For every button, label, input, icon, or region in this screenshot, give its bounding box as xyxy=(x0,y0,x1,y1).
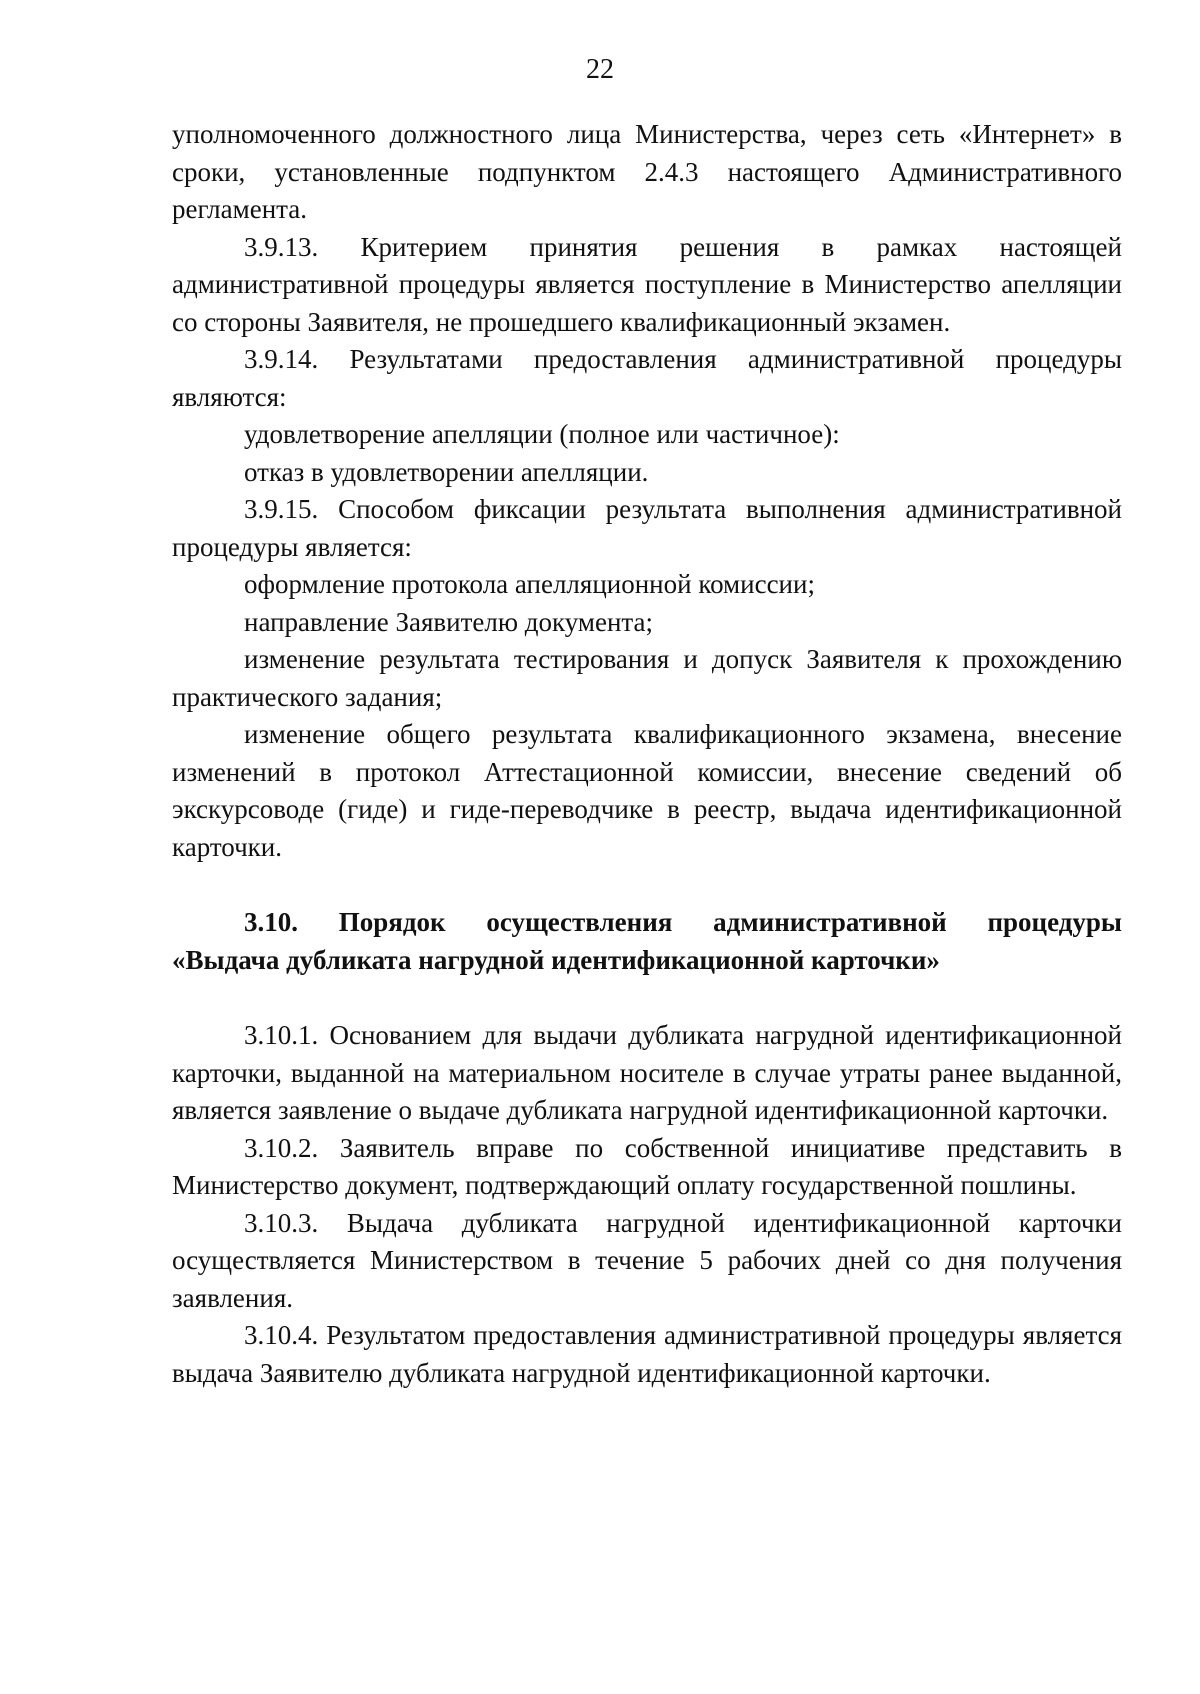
section-spacer xyxy=(172,979,1122,1017)
document-body xyxy=(172,116,1122,1392)
list-item-test-result-change: изменение результата тестирования и допуск Заявителя к прохождению практического задания; xyxy=(172,644,1122,712)
section-heading-3-10 xyxy=(172,904,1122,979)
page-number: 22 xyxy=(586,54,614,85)
list-item-overall-result-change: изменение общего результата квалификационного экзамена, внесение изменений в протокол Аттестационной комиссии, внесение сведений об экскурсоводе (гиде) и гиде-переводчике в реестр, выдача идентификационной карточки. xyxy=(172,719,1122,862)
list-item-protocol: оформление протокола апелляционной комиссии; xyxy=(244,569,815,599)
list-item-appeal-granted: удовлетворение апелляции (полное или частичное): xyxy=(244,419,840,449)
paragraph-3-10-2: 3.10.2. Заявитель вправе по собственной инициативе представить в Министерство документ, подтверждающий оплату государственной пошлины. xyxy=(172,1132,1122,1200)
list-item-send-document: направление Заявителю документа; xyxy=(244,606,654,637)
paragraph-continuation: уполномоченного должностного лица Министерства, через сеть «Интернет» в сроки, установленные подпунктом 2.4.3 настоящего Административного регламента. xyxy=(172,119,1122,224)
paragraph-3-9-13: 3.9.13. Критерием принятия решения в рамках настоящей административной процедуры является поступление в Министерство апелляции со стороны Заявителя, не прошедшего квалификационный экзамен. xyxy=(172,231,1122,337)
section-heading-line-2: «Выдача дубликата нагрудной идентификационной карточки» xyxy=(172,944,940,975)
section-heading-line-1: 3.10. Порядок осуществления административной процедуры xyxy=(244,907,1122,937)
paragraph-3-10-4: 3.10.4. Результатом предоставления административной процедуры является выдача Заявителю дубликата нагрудной идентификационной карточки. xyxy=(172,1320,1122,1388)
list-item-appeal-denied: отказ в удовлетворении апелляции. xyxy=(244,456,649,487)
paragraph-3-9-14: 3.9.14. Результатами предоставления административной процедуры являются: xyxy=(172,344,1122,412)
paragraph-3-10-1: 3.10.1. Основанием для выдачи дубликата нагрудной идентификационной карточки, выданной на материальном носителе в случае утраты ранее выданной, является заявление о выдаче дубликата нагрудной идентификационной карточки. xyxy=(172,1020,1122,1125)
paragraph-3-9-15: 3.9.15. Способом фиксации результата выполнения административной процедуры является: xyxy=(172,494,1122,562)
section-spacer xyxy=(172,866,1122,904)
paragraph-3-10-3: 3.10.3. Выдача дубликата нагрудной идентификационной карточки осуществляется Министерством в течение 5 рабочих дней со дня получения заявления. xyxy=(172,1207,1122,1313)
